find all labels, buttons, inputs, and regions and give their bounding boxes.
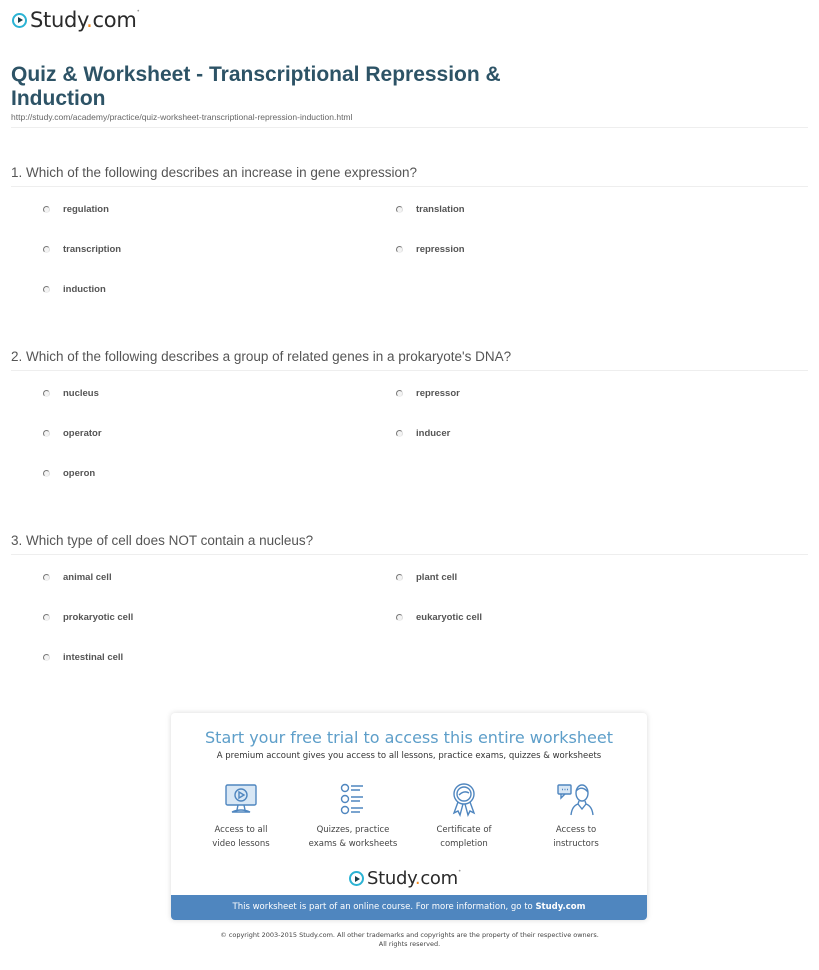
option-label: repressor [416,388,460,399]
feature-certificate [409,781,519,851]
video-monitor-icon [223,781,259,817]
option-label: eukaryotic cell [416,612,483,623]
option-label: intestinal cell [63,652,124,663]
option-repression[interactable] [396,244,465,255]
option-inducer[interactable] [396,428,450,439]
feature-label: instructors [553,839,599,849]
feature-quizzes [298,781,408,851]
radio-button[interactable] [396,206,403,213]
radio-button[interactable] [396,246,403,253]
radio-button[interactable] [43,430,50,437]
option-induction[interactable] [43,284,106,295]
option-repressor[interactable] [396,388,460,399]
option-label: animal cell [63,572,112,583]
answer-options [11,555,808,675]
radio-button[interactable] [43,574,50,581]
option-label: translation [416,204,465,215]
question-1 [11,165,808,307]
radio-button[interactable] [43,470,50,477]
copyright-footer [0,931,819,949]
play-logo-icon [12,13,27,28]
feature-label: video lessons [212,839,270,849]
study-logo-promo[interactable] [349,868,461,889]
course-info-text: This worksheet is part of an online course. For more information, go to [232,902,536,912]
page-url: http://study.com/academy/practice/quiz-worksheet-transcriptional-repression-induction.html [11,112,353,122]
option-label: plant cell [416,572,458,583]
option-label: repression [416,244,465,255]
option-intestinal-cell[interactable] [43,652,123,663]
question-text: 3. Which type of cell does NOT contain a nucleus? [11,533,808,555]
logo-text: Study.com• [367,868,462,889]
free-trial-promo [171,713,647,920]
feature-video-lessons [186,781,296,851]
radio-button[interactable] [43,614,50,621]
radio-button[interactable] [43,654,50,661]
option-label: nucleus [63,388,99,399]
option-label: regulation [63,204,109,215]
feature-label: Access to all [214,825,268,835]
quiz-list-icon [335,781,371,817]
question-text: 1. Which of the following describes an increase in gene expression? [11,165,808,187]
instructor-chat-icon [556,781,596,817]
page-title: Quiz & Worksheet - Transcriptional Repression & Induction [11,63,501,110]
certificate-ribbon-icon [446,781,482,817]
radio-button[interactable] [396,390,403,397]
option-animal-cell[interactable] [43,572,112,583]
radio-button[interactable] [396,574,403,581]
radio-button[interactable] [396,430,403,437]
feature-label: exams & worksheets [308,839,398,849]
answer-options [11,187,808,307]
option-label: transcription [63,244,122,255]
play-logo-icon [349,871,364,886]
option-plant-cell[interactable] [396,572,457,583]
option-operon[interactable] [43,468,95,479]
option-eukaryotic-cell[interactable] [396,612,482,623]
divider [11,127,808,128]
option-transcription[interactable] [43,244,121,255]
radio-button[interactable] [396,614,403,621]
option-prokaryotic-cell[interactable] [43,612,133,623]
study-com-link[interactable]: Study.com [535,902,586,912]
option-operator[interactable] [43,428,102,439]
radio-button[interactable] [43,206,50,213]
option-label: prokaryotic cell [63,612,134,623]
radio-button[interactable] [43,246,50,253]
copyright-text: © copyright 2003-2015 Study.com. All other trademarks and copyrights are the property of their respective owners. [220,931,599,939]
option-translation[interactable] [396,204,465,215]
option-label: inducer [416,428,451,439]
radio-button[interactable] [43,390,50,397]
feature-label: Quizzes, practice [316,825,390,835]
question-2 [11,349,808,491]
promo-title: Start your free trial to access this entire worksheet [205,728,613,747]
answer-options [11,371,808,491]
radio-button[interactable] [43,286,50,293]
feature-label: completion [440,839,488,849]
option-nucleus[interactable] [43,388,99,399]
course-info-bar [171,895,647,920]
feature-list [171,781,647,861]
question-text: 2. Which of the following describes a group of related genes in a prokaryote's DNA? [11,349,808,371]
feature-label: Access to [555,825,597,835]
option-label: operon [63,468,96,479]
feature-instructors [521,781,631,851]
question-3 [11,533,808,675]
rights-text: All rights reserved. [378,940,441,948]
promo-subtitle: A premium account gives you access to all lessons, practice exams, quizzes & worksheets [216,751,602,761]
option-label: induction [63,284,106,295]
option-regulation[interactable] [43,204,109,215]
logo-text: Study.com• [30,8,140,32]
option-label: operator [63,428,102,439]
study-logo[interactable] [12,8,140,32]
feature-label: Certificate of [436,825,492,835]
